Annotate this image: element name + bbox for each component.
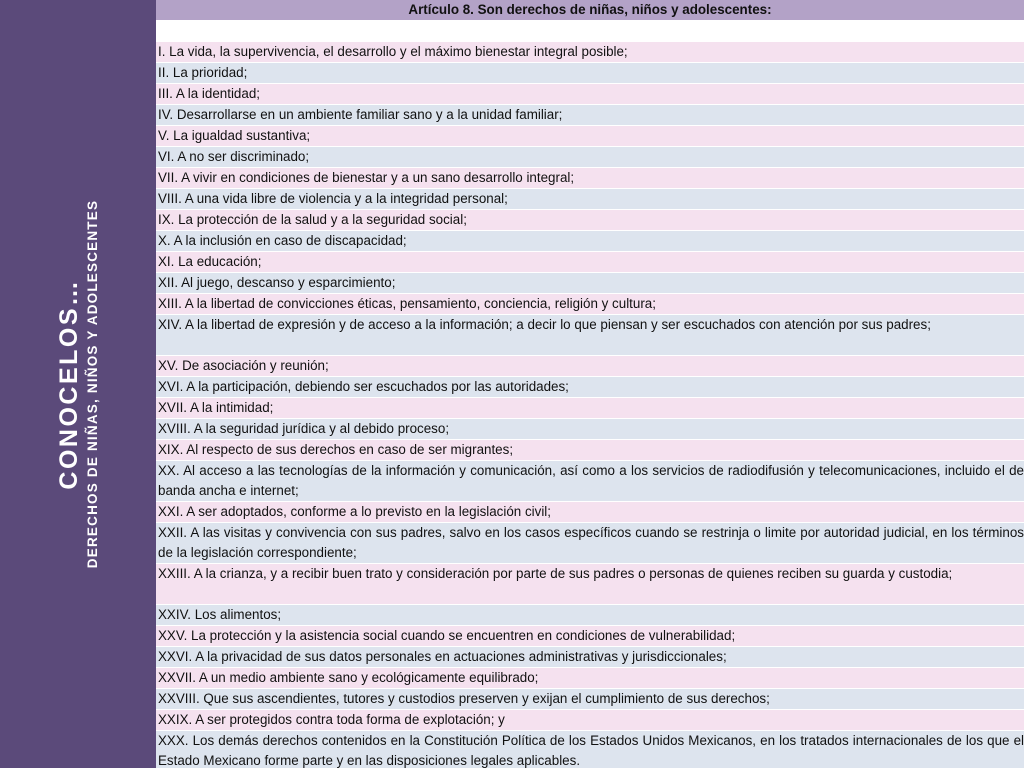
table-row: I. La vida, la supervivencia, el desarrollo y el máximo bienestar integral posible; bbox=[156, 42, 1024, 63]
table-row: XVII. A la intimidad; bbox=[156, 398, 1024, 419]
table-row: XVIII. A la seguridad jurídica y al debido proceso; bbox=[156, 419, 1024, 440]
table-row: XXVII. A un medio ambiente sano y ecológicamente equilibrado; bbox=[156, 668, 1024, 689]
table-row: XIII. A la libertad de convicciones éticas, pensamiento, conciencia, religión y cultura; bbox=[156, 294, 1024, 315]
table-row: V. La igualdad sustantiva; bbox=[156, 126, 1024, 147]
table-row: X. A la inclusión en caso de discapacidad; bbox=[156, 231, 1024, 252]
table-row: XX. Al acceso a las tecnologías de la información y comunicación, así como a los servicios de radiodifusión y telecomunicaciones, incluido el de banda ancha e internet; bbox=[156, 461, 1024, 502]
table-row: XXVIII. Que sus ascendientes, tutores y custodios preserven y exijan el cumplimiento de sus derechos; bbox=[156, 689, 1024, 710]
table-row: VIII. A una vida libre de violencia y a la integridad personal; bbox=[156, 189, 1024, 210]
sidebar-panel bbox=[0, 0, 156, 768]
table-row: IV. Desarrollarse en un ambiente familiar sano y a la unidad familiar; bbox=[156, 105, 1024, 126]
table-row: XXX. Los demás derechos contenidos en la Constitución Política de los Estados Unidos Mexicanos, en los tratados internacionales de los que el Estado Mexicano forme parte y en las disposiciones legales aplicables. bbox=[156, 731, 1024, 768]
table-spacer-row bbox=[156, 21, 1024, 42]
table-row: II. La prioridad; bbox=[156, 63, 1024, 84]
table-row: XXV. La protección y la asistencia social cuando se encuentren en condiciones de vulnerabilidad; bbox=[156, 626, 1024, 647]
table-row: XIV. A la libertad de expresión y de acceso a la información; a decir lo que piensan y ser escuchados con atención por sus padres; bbox=[156, 315, 1024, 356]
table-row: XI. La educación; bbox=[156, 252, 1024, 273]
rights-table bbox=[156, 0, 1024, 768]
sidebar-subtitle: DERECHOS DE NIÑAS, NIÑOS Y ADOLESCENTES bbox=[85, 199, 101, 569]
table-row: XXIII. A la crianza, y a recibir buen trato y consideración por parte de sus padres o personas de quienes reciben su guarda y custodia; bbox=[156, 564, 1024, 605]
sidebar-vertical-text bbox=[56, 84, 100, 684]
table-row: XXII. A las visitas y convivencia con sus padres, salvo en los casos específicos cuando se restrinja o limite por autoridad judicial, en los términos de la legislación correspondiente; bbox=[156, 523, 1024, 564]
table-row: XXI. A ser adoptados, conforme a lo previsto en la legislación civil; bbox=[156, 502, 1024, 523]
table-row: VI. A no ser discriminado; bbox=[156, 147, 1024, 168]
table-row: XIX. Al respecto de sus derechos en caso de ser migrantes; bbox=[156, 440, 1024, 461]
table-row: XXIX. A ser protegidos contra toda forma de explotación; y bbox=[156, 710, 1024, 731]
table-row: XV. De asociación y reunión; bbox=[156, 356, 1024, 377]
table-row: XXIV. Los alimentos; bbox=[156, 605, 1024, 626]
table-row: XXVI. A la privacidad de sus datos personales en actuaciones administrativas y jurisdiccionales; bbox=[156, 647, 1024, 668]
table-row: IX. La protección de la salud y a la seguridad social; bbox=[156, 210, 1024, 231]
sidebar-title: CONOCELOS… bbox=[54, 278, 83, 490]
table-row: VII. A vivir en condiciones de bienestar y a un sano desarrollo integral; bbox=[156, 168, 1024, 189]
table-row: III. A la identidad; bbox=[156, 84, 1024, 105]
table-header: Artículo 8. Son derechos de niñas, niños y adolescentes: bbox=[156, 0, 1024, 21]
table-body bbox=[156, 42, 1024, 768]
table-row: XII. Al juego, descanso y esparcimiento; bbox=[156, 273, 1024, 294]
table-row: XVI. A la participación, debiendo ser escuchados por las autoridades; bbox=[156, 377, 1024, 398]
